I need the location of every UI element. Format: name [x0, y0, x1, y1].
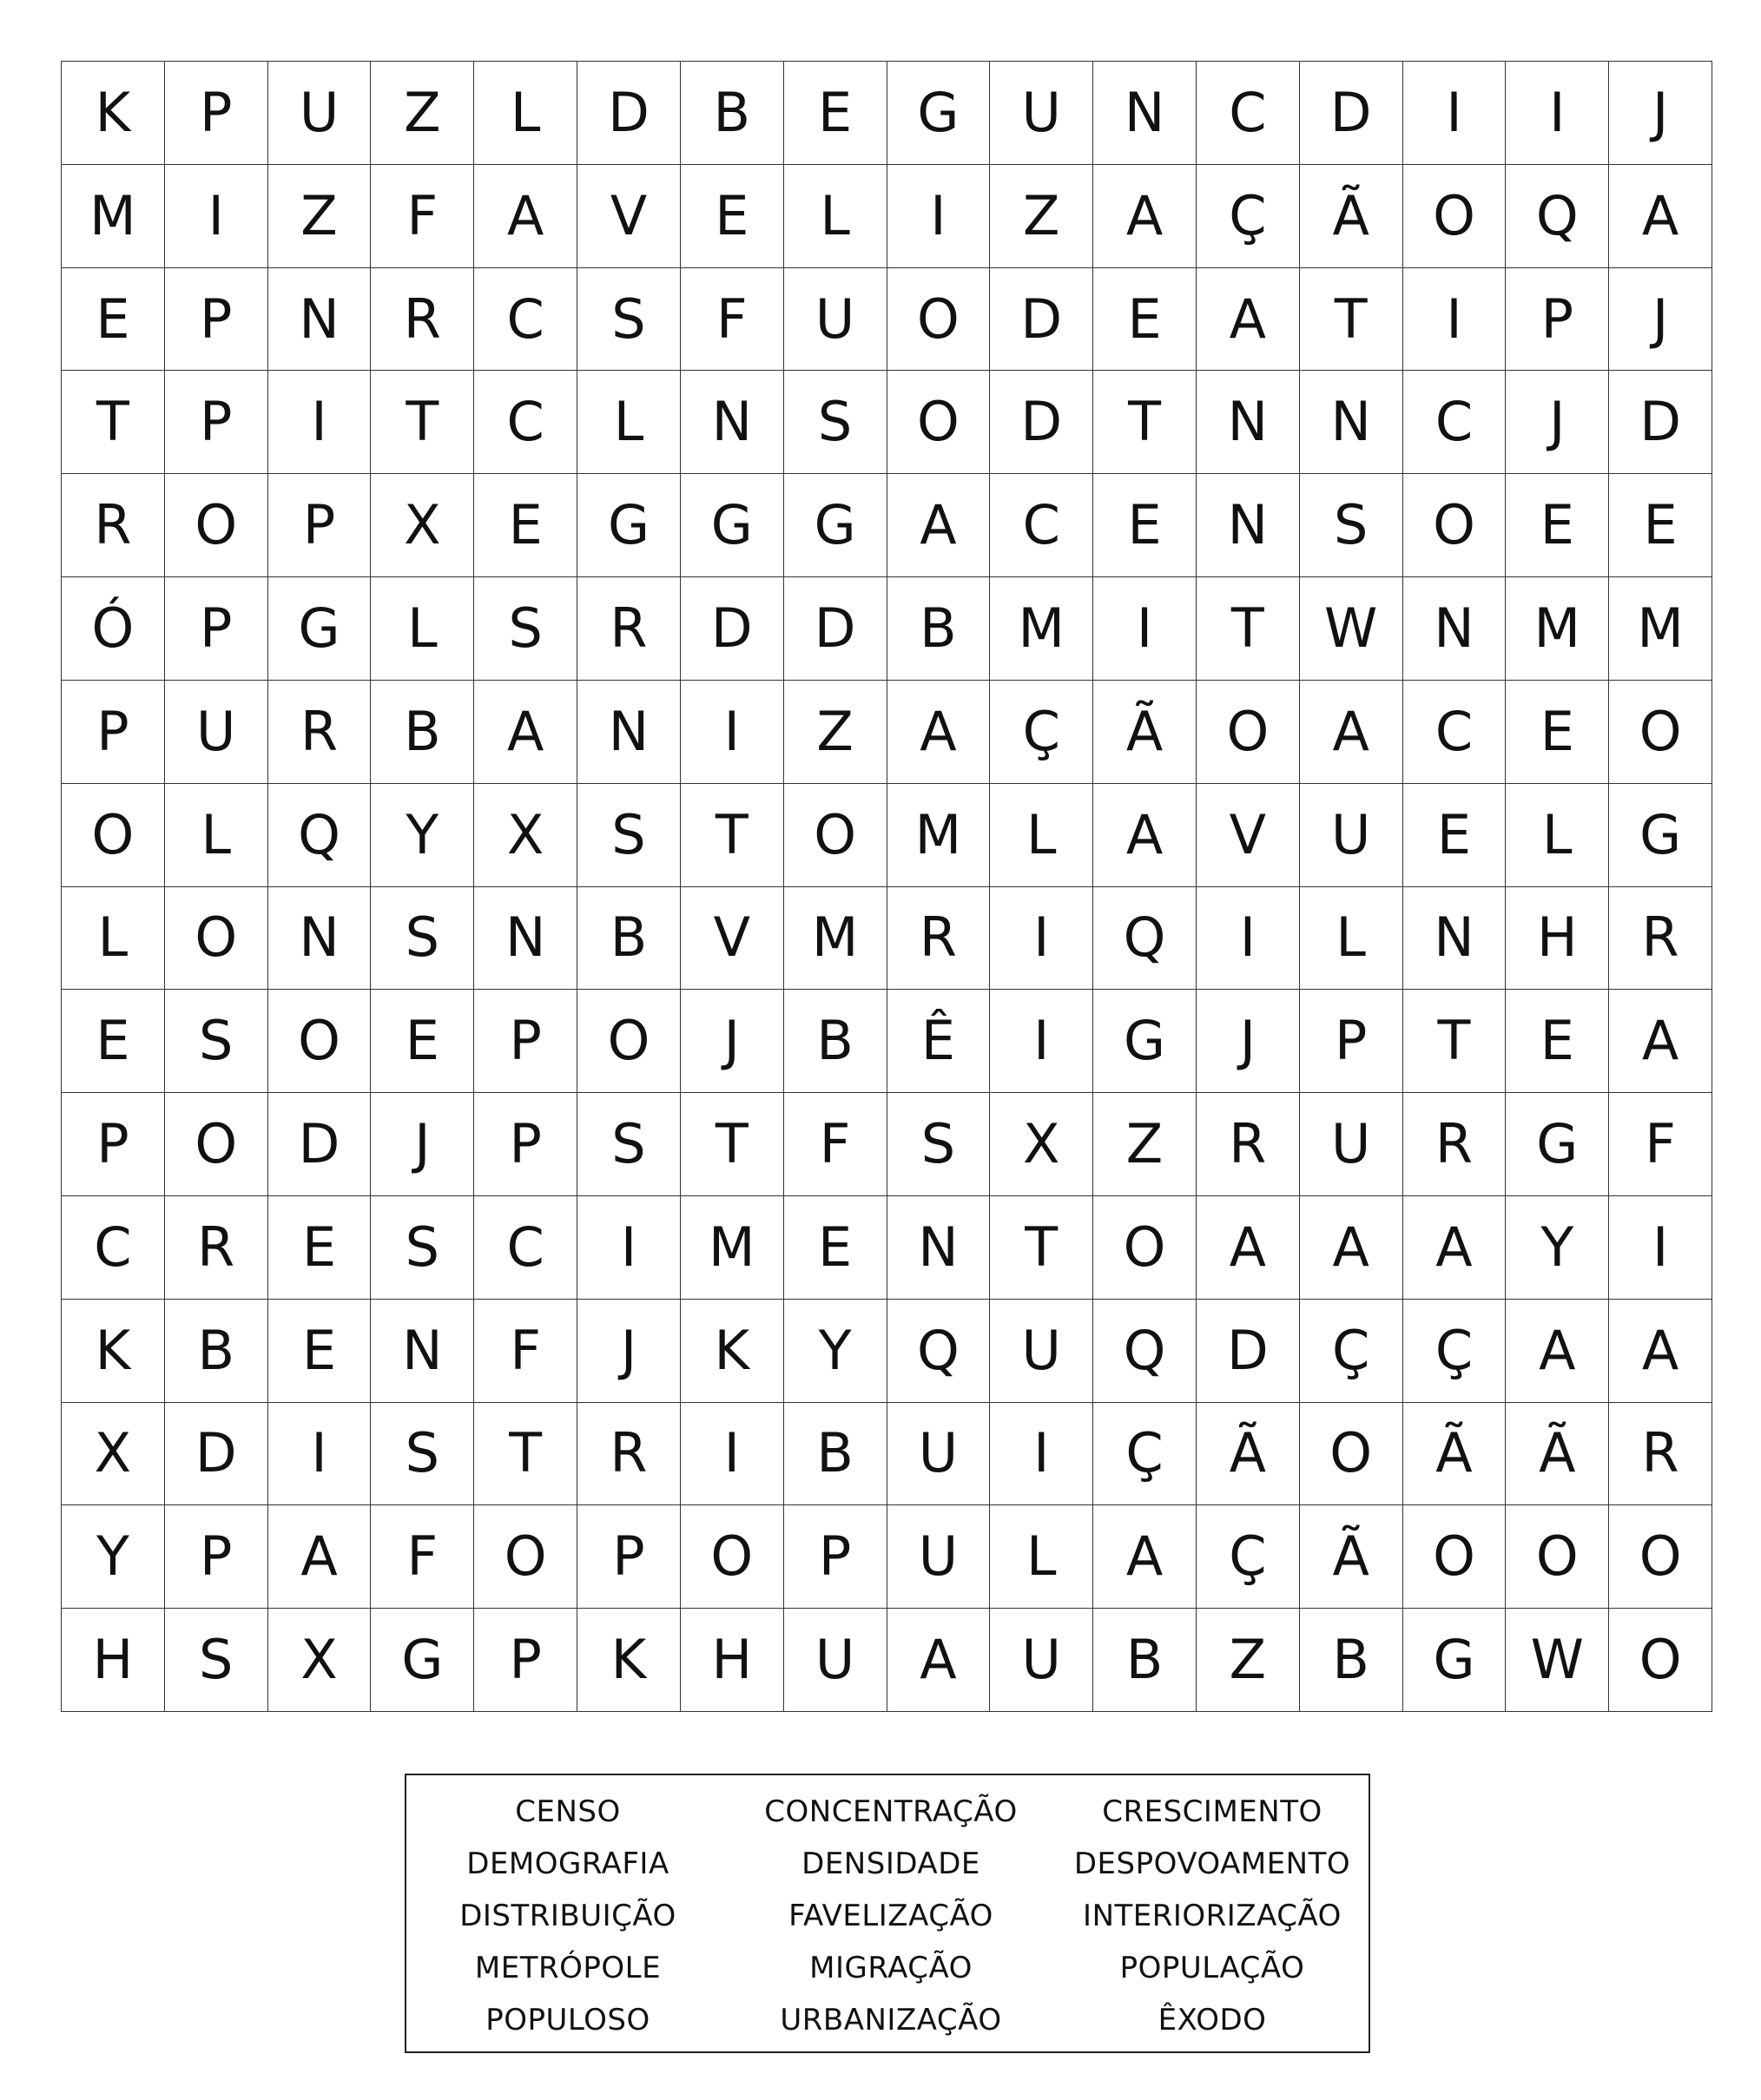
grid-cell[interactable]: I [1609, 1196, 1712, 1300]
grid-cell[interactable]: E [784, 62, 887, 165]
grid-cell[interactable]: P [165, 371, 268, 474]
grid-cell[interactable]: W [1300, 577, 1403, 681]
grid-cell[interactable]: S [165, 1609, 268, 1712]
grid-cell[interactable]: R [1609, 887, 1712, 991]
grid-cell[interactable]: I [1093, 577, 1197, 681]
grid-cell[interactable]: Q [1093, 1300, 1197, 1403]
grid-cell[interactable]: U [1300, 1093, 1403, 1196]
grid-cell[interactable]: P [577, 1505, 681, 1609]
grid-cell[interactable]: I [268, 371, 372, 474]
grid-cell[interactable]: A [268, 1505, 372, 1609]
grid-cell[interactable]: U [990, 62, 1093, 165]
grid-cell[interactable]: J [1609, 62, 1712, 165]
grid-cell[interactable]: Z [371, 62, 474, 165]
grid-cell[interactable]: M [990, 577, 1093, 681]
grid-cell[interactable]: V [1197, 784, 1300, 887]
grid-cell[interactable]: O [165, 1093, 268, 1196]
grid-cell[interactable]: D [681, 577, 784, 681]
grid-cell[interactable]: Ç [1403, 1300, 1507, 1403]
grid-cell[interactable]: E [474, 474, 577, 577]
grid-cell[interactable]: M [887, 784, 991, 887]
grid-cell[interactable]: Y [1506, 1196, 1609, 1300]
grid-cell[interactable]: N [1093, 62, 1197, 165]
grid-cell[interactable]: Ã [1093, 681, 1197, 784]
grid-cell[interactable]: A [1093, 784, 1197, 887]
grid-cell[interactable]: P [784, 1505, 887, 1609]
grid-cell[interactable]: L [577, 371, 681, 474]
grid-cell[interactable]: O [887, 371, 991, 474]
word-list-item: CENSO [515, 1794, 621, 1829]
grid-cell[interactable]: Ã [1300, 165, 1403, 268]
grid-cell[interactable]: M [1609, 577, 1712, 681]
grid-cell[interactable]: P [474, 1609, 577, 1712]
grid-cell[interactable]: U [887, 1505, 991, 1609]
grid-cell[interactable]: O [887, 268, 991, 372]
grid-cell[interactable]: Ã [1300, 1505, 1403, 1609]
grid-cell[interactable]: E [1093, 474, 1197, 577]
grid-cell[interactable]: T [62, 371, 165, 474]
grid-cell[interactable]: Ç [1093, 1403, 1197, 1506]
grid-cell[interactable]: A [1197, 268, 1300, 372]
grid-cell[interactable]: N [681, 371, 784, 474]
grid-cell[interactable]: O [784, 784, 887, 887]
word-list-item: DESPOVOAMENTO [1073, 1847, 1351, 1881]
grid-cell[interactable]: R [268, 681, 372, 784]
grid-cell[interactable]: E [1506, 474, 1609, 577]
grid-cell[interactable]: P [474, 1093, 577, 1196]
grid-cell[interactable]: F [1609, 1093, 1712, 1196]
grid-cell[interactable]: Q [1093, 887, 1197, 991]
grid-cell[interactable]: B [887, 577, 991, 681]
grid-cell[interactable]: H [62, 1609, 165, 1712]
word-list-item: CRESCIMENTO [1102, 1794, 1322, 1829]
grid-cell[interactable]: X [268, 1609, 372, 1712]
grid-cell[interactable]: D [577, 62, 681, 165]
grid-cell[interactable]: D [990, 268, 1093, 372]
grid-cell[interactable]: P [165, 1505, 268, 1609]
grid-cell[interactable]: O [1093, 1196, 1197, 1300]
grid-cell[interactable]: K [681, 1300, 784, 1403]
grid-cell[interactable]: J [681, 990, 784, 1093]
grid-cell[interactable]: O [1609, 1609, 1712, 1712]
grid-cell[interactable]: Ç [990, 681, 1093, 784]
grid-cell[interactable]: D [784, 577, 887, 681]
grid-cell[interactable]: U [990, 1300, 1093, 1403]
grid-cell[interactable]: L [990, 784, 1093, 887]
word-list-item: URBANIZAÇÃO [780, 2003, 1002, 2037]
grid-cell[interactable]: Y [371, 784, 474, 887]
grid-cell[interactable]: N [268, 887, 372, 991]
grid-cell[interactable]: O [1403, 165, 1507, 268]
grid-cell[interactable]: O [62, 784, 165, 887]
grid-cell[interactable]: A [1403, 1196, 1507, 1300]
grid-cell[interactable]: E [1609, 474, 1712, 577]
grid-cell[interactable]: S [577, 1093, 681, 1196]
grid-cell[interactable]: X [371, 474, 474, 577]
grid-cell[interactable]: L [62, 887, 165, 991]
word-list-item: INTERIORIZAÇÃO [1083, 1899, 1342, 1933]
grid-cell[interactable]: T [1093, 371, 1197, 474]
grid-cell[interactable]: B [1300, 1609, 1403, 1712]
grid-cell[interactable]: Ç [1300, 1300, 1403, 1403]
grid-cell[interactable]: Ç [1197, 165, 1300, 268]
word-list-item: POPULOSO [485, 2003, 650, 2037]
grid-cell[interactable]: O [1506, 1505, 1609, 1609]
grid-cell[interactable]: G [1506, 1093, 1609, 1196]
grid-cell[interactable]: O [165, 474, 268, 577]
grid-cell[interactable]: O [1403, 474, 1507, 577]
grid-cell[interactable]: Q [887, 1300, 991, 1403]
grid-cell[interactable]: T [474, 1403, 577, 1506]
grid-cell[interactable]: Z [990, 165, 1093, 268]
grid-cell[interactable]: O [1197, 681, 1300, 784]
grid-cell[interactable]: U [990, 1609, 1093, 1712]
grid-cell[interactable]: M [681, 1196, 784, 1300]
grid-cell[interactable]: N [1300, 371, 1403, 474]
grid-cell[interactable]: I [1506, 62, 1609, 165]
grid-cell[interactable]: O [1403, 1505, 1507, 1609]
grid-cell[interactable]: I [681, 681, 784, 784]
grid-cell[interactable]: A [1609, 1300, 1712, 1403]
grid-cell[interactable]: D [1197, 1300, 1300, 1403]
grid-cell[interactable]: F [681, 268, 784, 372]
grid-cell[interactable]: V [681, 887, 784, 991]
grid-cell[interactable]: S [371, 1196, 474, 1300]
grid-cell[interactable]: N [887, 1196, 991, 1300]
grid-cell[interactable]: G [268, 577, 372, 681]
grid-cell[interactable]: B [681, 62, 784, 165]
grid-cell[interactable]: T [1197, 577, 1300, 681]
grid-cell[interactable]: X [990, 1093, 1093, 1196]
grid-cell[interactable]: T [681, 784, 784, 887]
grid-cell[interactable]: J [371, 1093, 474, 1196]
grid-cell[interactable]: F [784, 1093, 887, 1196]
grid-cell[interactable]: L [1300, 887, 1403, 991]
grid-cell[interactable]: I [990, 1403, 1093, 1506]
grid-cell[interactable]: N [474, 887, 577, 991]
grid-cell[interactable]: A [474, 681, 577, 784]
grid-cell[interactable]: B [1093, 1609, 1197, 1712]
grid-cell[interactable]: S [371, 1403, 474, 1506]
grid-cell[interactable]: Q [1506, 165, 1609, 268]
grid-cell[interactable]: J [1609, 268, 1712, 372]
grid-cell[interactable]: U [268, 62, 372, 165]
grid-cell[interactable]: P [62, 1093, 165, 1196]
grid-cell[interactable]: P [165, 577, 268, 681]
grid-cell[interactable]: A [1506, 1300, 1609, 1403]
grid-cell[interactable]: U [784, 268, 887, 372]
grid-cell[interactable]: G [1609, 784, 1712, 887]
grid-cell[interactable]: Ç [1197, 1505, 1300, 1609]
grid-cell[interactable]: K [577, 1609, 681, 1712]
grid-cell[interactable]: A [887, 1609, 991, 1712]
grid-cell[interactable]: P [62, 681, 165, 784]
grid-cell[interactable]: O [1609, 681, 1712, 784]
word-list-item: ÊXODO [1158, 2003, 1267, 2037]
grid-cell[interactable]: L [165, 784, 268, 887]
grid-cell[interactable]: T [371, 371, 474, 474]
word-list-item: DEMOGRAFIA [466, 1847, 669, 1881]
grid-cell[interactable]: S [887, 1093, 991, 1196]
grid-cell[interactable]: E [268, 1196, 372, 1300]
grid-cell[interactable]: G [577, 474, 681, 577]
grid-cell[interactable]: A [1300, 1196, 1403, 1300]
grid-cell[interactable]: K [62, 62, 165, 165]
grid-cell[interactable]: G [1403, 1609, 1507, 1712]
grid-cell[interactable]: Ã [1403, 1403, 1507, 1506]
grid-cell[interactable]: S [371, 887, 474, 991]
grid-cell[interactable]: Y [784, 1300, 887, 1403]
grid-cell[interactable]: I [577, 1196, 681, 1300]
grid-cell[interactable]: I [1197, 887, 1300, 991]
grid-cell[interactable]: U [165, 681, 268, 784]
grid-cell[interactable]: R [165, 1196, 268, 1300]
grid-cell[interactable]: E [1506, 990, 1609, 1093]
grid-cell[interactable]: Z [784, 681, 887, 784]
grid-cell[interactable]: A [887, 474, 991, 577]
grid-cell[interactable]: W [1506, 1609, 1609, 1712]
grid-cell[interactable]: M [62, 165, 165, 268]
word-list-item: DENSIDADE [801, 1847, 980, 1881]
grid-cell[interactable]: G [1093, 990, 1197, 1093]
grid-cell[interactable]: E [268, 1300, 372, 1403]
grid-cell[interactable]: L [371, 577, 474, 681]
grid-cell[interactable]: S [474, 577, 577, 681]
grid-cell[interactable]: N [1403, 887, 1507, 991]
grid-cell[interactable]: L [990, 1505, 1093, 1609]
grid-cell[interactable]: H [1506, 887, 1609, 991]
grid-cell[interactable]: P [165, 62, 268, 165]
grid-cell[interactable]: T [1403, 990, 1507, 1093]
grid-cell[interactable]: M [784, 887, 887, 991]
grid-cell[interactable]: S [165, 990, 268, 1093]
grid-cell[interactable]: Z [1197, 1609, 1300, 1712]
grid-cell[interactable]: Q [268, 784, 372, 887]
grid-cell[interactable]: R [1609, 1403, 1712, 1506]
grid-cell[interactable]: N [1197, 371, 1300, 474]
grid-cell[interactable]: Z [1093, 1093, 1197, 1196]
word-list-item: CONCENTRAÇÃO [764, 1794, 1018, 1829]
grid-cell[interactable]: M [1506, 577, 1609, 681]
grid-cell[interactable]: C [474, 268, 577, 372]
grid-cell[interactable]: D [268, 1093, 372, 1196]
grid-cell[interactable]: A [474, 165, 577, 268]
grid-cell[interactable]: C [990, 474, 1093, 577]
grid-cell[interactable]: Ã [1197, 1403, 1300, 1506]
grid-cell[interactable]: X [62, 1403, 165, 1506]
grid-cell[interactable]: E [1506, 681, 1609, 784]
grid-cell[interactable]: O [681, 1505, 784, 1609]
grid-cell[interactable]: E [784, 1196, 887, 1300]
grid-cell[interactable]: G [371, 1609, 474, 1712]
grid-cell[interactable]: P [268, 474, 372, 577]
grid-cell[interactable]: C [474, 1196, 577, 1300]
grid-cell[interactable]: I [1403, 268, 1507, 372]
word-list-item: METRÓPOLE [474, 1951, 662, 1985]
grid-cell[interactable]: N [268, 268, 372, 372]
grid-cell[interactable]: A [1609, 165, 1712, 268]
grid-cell[interactable]: D [165, 1403, 268, 1506]
grid-cell[interactable]: R [62, 474, 165, 577]
grid-cell[interactable]: D [1609, 371, 1712, 474]
grid-cell[interactable]: I [681, 1403, 784, 1506]
grid-cell[interactable]: G [681, 474, 784, 577]
grid-cell[interactable]: D [1300, 62, 1403, 165]
grid-cell[interactable]: R [887, 887, 991, 991]
grid-cell[interactable]: P [1506, 268, 1609, 372]
grid-cell[interactable]: O [165, 887, 268, 991]
grid-cell[interactable]: B [371, 681, 474, 784]
grid-cell[interactable]: B [165, 1300, 268, 1403]
word-list-item: MIGRAÇÃO [809, 1951, 973, 1985]
grid-cell[interactable]: I [165, 165, 268, 268]
grid-cell[interactable]: U [1300, 784, 1403, 887]
grid-cell[interactable]: Ê [887, 990, 991, 1093]
grid-cell[interactable]: P [474, 990, 577, 1093]
grid-cell[interactable]: E [681, 165, 784, 268]
grid-cell[interactable]: N [577, 681, 681, 784]
grid-cell[interactable]: S [577, 784, 681, 887]
grid-cell[interactable]: R [371, 268, 474, 372]
grid-cell[interactable]: S [1300, 474, 1403, 577]
grid-cell[interactable]: L [474, 62, 577, 165]
grid-cell[interactable]: O [268, 990, 372, 1093]
grid-cell[interactable]: A [1609, 990, 1712, 1093]
grid-cell[interactable]: I [990, 990, 1093, 1093]
grid-cell[interactable]: C [1403, 371, 1507, 474]
grid-cell[interactable]: J [1197, 990, 1300, 1093]
grid-cell[interactable]: S [577, 268, 681, 372]
grid-cell[interactable]: B [784, 1403, 887, 1506]
grid-cell[interactable]: I [990, 887, 1093, 991]
grid-cell[interactable]: V [577, 165, 681, 268]
word-list-item: FAVELIZAÇÃO [788, 1899, 993, 1933]
grid-cell[interactable]: E [371, 990, 474, 1093]
grid-cell[interactable]: L [1506, 784, 1609, 887]
grid-cell[interactable]: A [1197, 1196, 1300, 1300]
grid-cell[interactable]: J [1506, 371, 1609, 474]
grid-cell[interactable]: I [268, 1403, 372, 1506]
grid-cell[interactable]: T [1300, 268, 1403, 372]
word-search-grid [61, 61, 1712, 1712]
grid-cell[interactable]: C [1197, 62, 1300, 165]
grid-cell[interactable]: Ó [62, 577, 165, 681]
grid-cell[interactable]: G [784, 474, 887, 577]
grid-cell[interactable]: E [62, 990, 165, 1093]
grid-cell[interactable]: A [1093, 1505, 1197, 1609]
grid-cell[interactable]: Z [268, 165, 372, 268]
grid-cell[interactable]: Y [62, 1505, 165, 1609]
grid-cell[interactable]: I [887, 165, 991, 268]
grid-cell[interactable]: J [577, 1300, 681, 1403]
grid-cell[interactable]: P [1300, 990, 1403, 1093]
grid-cell[interactable]: P [165, 268, 268, 372]
grid-cell[interactable]: N [1197, 474, 1300, 577]
grid-cell[interactable]: O [474, 1505, 577, 1609]
grid-cell[interactable]: O [1609, 1505, 1712, 1609]
grid-cell[interactable]: R [577, 1403, 681, 1506]
grid-cell[interactable]: C [1403, 681, 1507, 784]
grid-cell[interactable]: I [1403, 62, 1507, 165]
grid-cell[interactable]: A [1093, 165, 1197, 268]
grid-cell[interactable]: U [784, 1609, 887, 1712]
grid-cell[interactable]: U [887, 1403, 991, 1506]
grid-cell[interactable]: E [62, 268, 165, 372]
grid-cell[interactable]: E [1403, 784, 1507, 887]
grid-cell[interactable]: K [62, 1300, 165, 1403]
grid-cell[interactable]: H [681, 1609, 784, 1712]
grid-cell[interactable]: F [474, 1300, 577, 1403]
grid-cell[interactable]: N [371, 1300, 474, 1403]
grid-cell[interactable]: F [371, 1505, 474, 1609]
grid-cell[interactable]: B [577, 887, 681, 991]
grid-cell[interactable]: Ã [1506, 1403, 1609, 1506]
word-list-item: DISTRIBUIÇÃO [459, 1899, 676, 1933]
grid-cell[interactable]: A [887, 681, 991, 784]
grid-cell[interactable]: D [990, 371, 1093, 474]
grid-cell[interactable]: N [1403, 577, 1507, 681]
grid-cell[interactable]: B [784, 990, 887, 1093]
grid-cell[interactable]: C [474, 371, 577, 474]
grid-cell[interactable]: F [371, 165, 474, 268]
word-list [405, 1774, 1370, 2053]
grid-cell[interactable]: G [887, 62, 991, 165]
grid-cell[interactable]: E [1093, 268, 1197, 372]
grid-cell[interactable]: T [990, 1196, 1093, 1300]
grid-cell[interactable]: X [474, 784, 577, 887]
grid-cell[interactable]: O [1300, 1403, 1403, 1506]
grid-cell[interactable]: A [1300, 681, 1403, 784]
grid-cell[interactable]: R [1403, 1093, 1507, 1196]
grid-cell[interactable]: L [784, 165, 887, 268]
grid-cell[interactable]: R [577, 577, 681, 681]
grid-cell[interactable]: R [1197, 1093, 1300, 1196]
grid-cell[interactable]: T [681, 1093, 784, 1196]
word-list-item: POPULAÇÃO [1119, 1951, 1305, 1985]
grid-cell[interactable]: O [577, 990, 681, 1093]
grid-cell[interactable]: S [784, 371, 887, 474]
grid-cell[interactable]: C [62, 1196, 165, 1300]
